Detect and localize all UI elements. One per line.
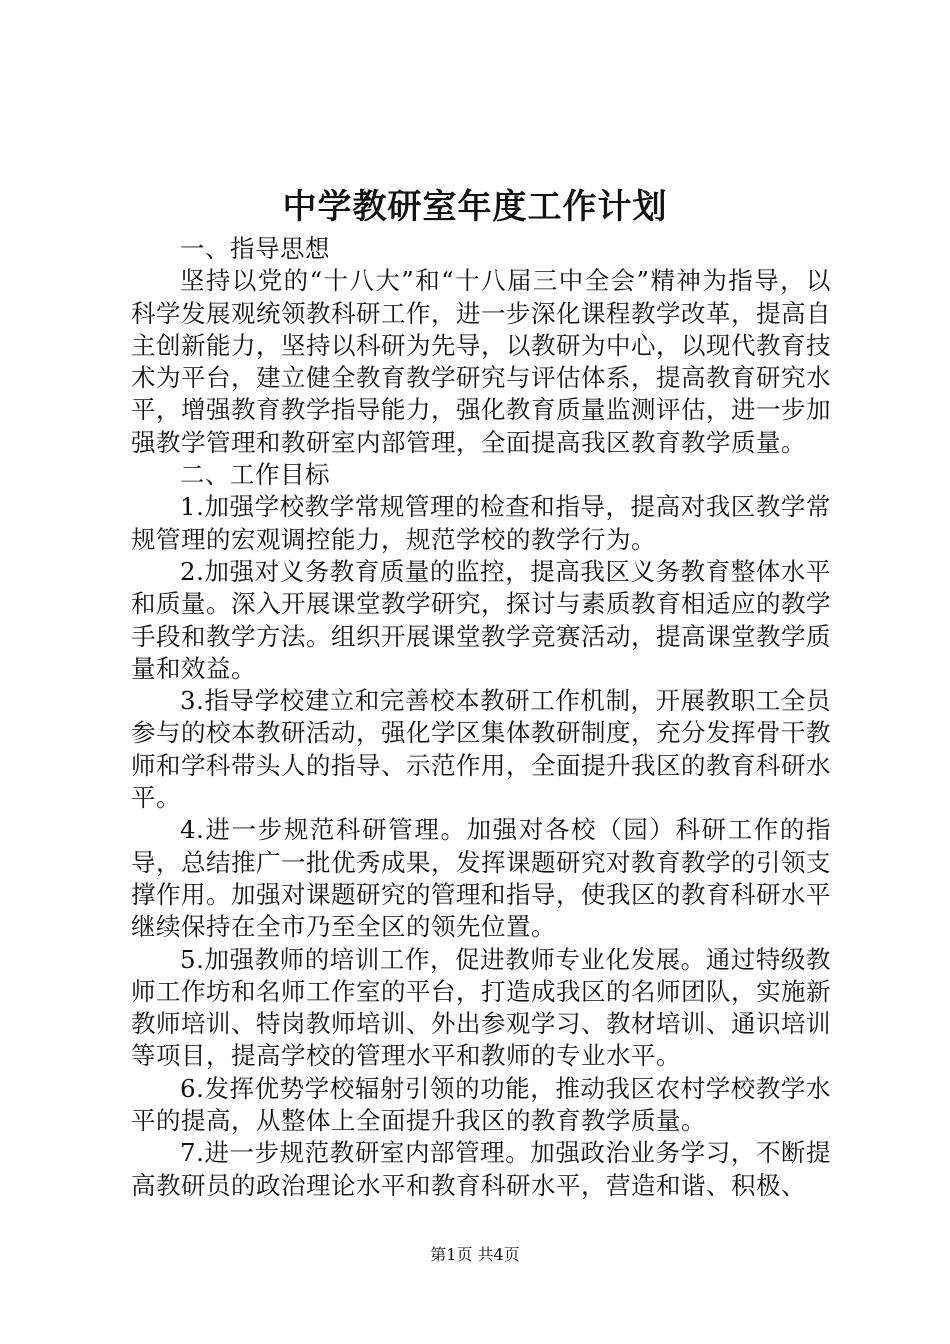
- paragraph-guiding-ideology: 坚持以党的“十八大”和“十八届三中全会”精神为指导，以科学发展观统领教科研工作，进一步深化课程教学改革，提高自主创新能力，坚持以科研为先导，以教研为中心，以现代教育技术为平台，建立健全教育教学研究与评估体系，提高教育研究水平，增强教育教学指导能力，强化教育质量监测评估，进一步加强教学管理和教研室内部管理，全面提高我区教育教学质量。: [131, 266, 831, 457]
- section-heading-guiding-ideology: 一、指导思想: [180, 234, 330, 263]
- page-footer: 第1页 共4页: [430, 1245, 520, 1264]
- goal-item-4: 4.进一步规范科研管理。加强对各校（园）科研工作的指导，总结推广一批优秀成果，发挥课题研究对教育教学的引领支撑作用。加强对课题研究的管理和指导，使我区的教育科研水平继续保持在全市乃至全区的领先位置。: [131, 815, 831, 942]
- goal-item-2: 2.加强对义务教育质量的监控，提高我区义务教育整体水平和质量。深入开展课堂教学研究，探讨与素质教育相适应的教学手段和教学方法。组织开展课堂教学竞赛活动，提高课堂教学质量和效益。: [131, 556, 831, 683]
- section-heading-work-goals: 二、工作目标: [180, 460, 330, 490]
- document-title: 中学教研室年度工作计划: [282, 187, 668, 227]
- goal-item-5: 5.加强教师的培训工作，促进教师专业化发展。通过特级教师工作坊和名师工作室的平台，打造成我区的名师团队，实施新教师培训、特岗教师培训、外出参观学习、教材培训、通识培训等项目，提高学校的管理水平和教师的专业水平。: [131, 944, 831, 1071]
- goal-item-7: 7.进一步规范教研室内部管理。加强政治业务学习，不断提高教研员的政治理论水平和教育科研水平，营造和谐、积极、: [131, 1138, 831, 1200]
- document-body: [131, 233, 831, 1202]
- goal-item-3: 3.指导学校建立和完善校本教研工作机制，开展教职工全员参与的校本教研活动，强化学区集体教研制度，充分发挥骨干教师和学科带头人的指导、示范作用，全面提升我区的教育科研水平。: [131, 686, 831, 813]
- goal-item-1: 1.加强学校教学常规管理的检查和指导，提高对我区教学常规管理的宏观调控能力，规范学校的教学行为。: [131, 492, 831, 554]
- goal-item-6: 6.发挥优势学校辐射引领的功能，推动我区农村学校教学水平的提高，从整体上全面提升我区的教育教学质量。: [131, 1073, 831, 1136]
